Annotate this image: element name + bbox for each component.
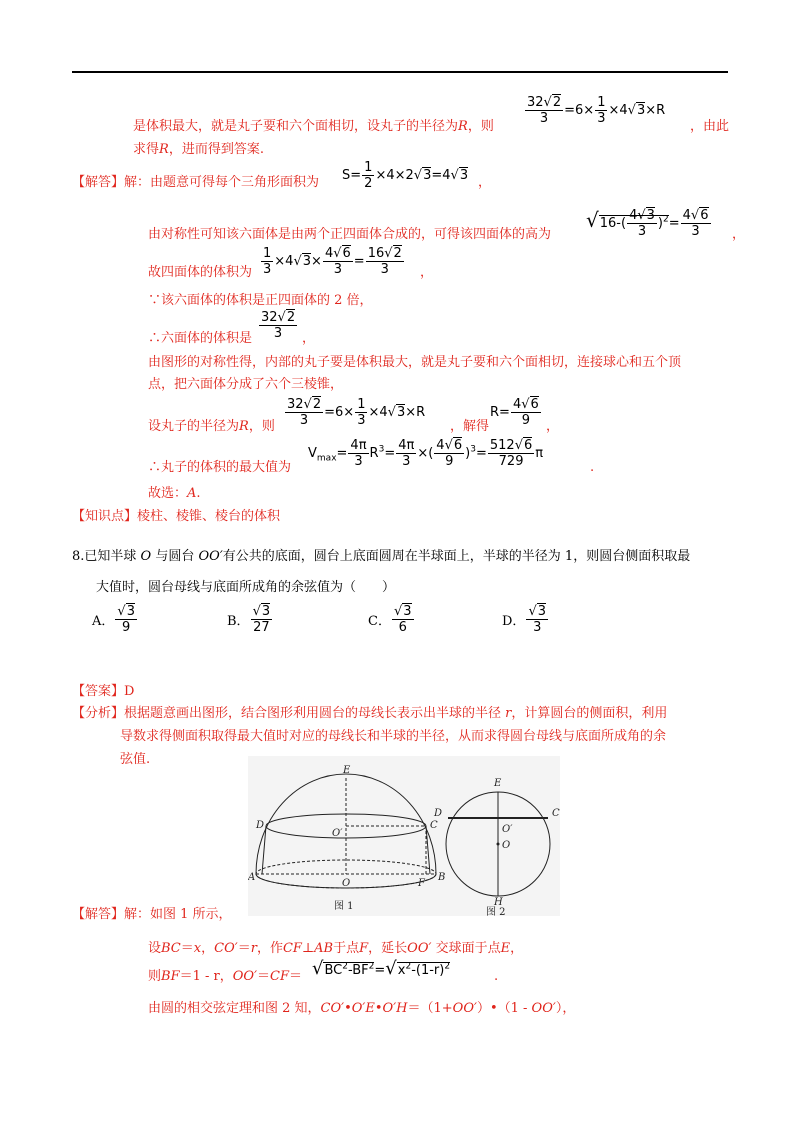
solution-line-4: ∵该六面体的体积是正四面体的 2 倍，: [148, 293, 373, 308]
analysis-2-line-2: 导数求得侧面积取得最大值时对应的母线长和半球的半径，从而求得圆台母线与底面所成角的余: [120, 729, 667, 744]
comma: ，: [302, 331, 316, 346]
comma: ，: [478, 175, 492, 190]
label-o: O: [342, 878, 351, 889]
label-c: C: [430, 820, 438, 831]
knowledge-line: 【知识点】棱柱、棱锥、棱台的体积: [72, 509, 281, 524]
label-o-prime: O′: [332, 828, 343, 839]
solution-line-6a: 由图形的对称性得，内部的丸子要是体积最大，就是丸子要和六个面相切，连接球心和五个顶: [148, 355, 682, 370]
label-e: E: [343, 765, 351, 776]
solution-2-intro: 【解答】解：如图 1 所示，: [72, 907, 232, 922]
analysis-line-1: 是体积最大，就是丸子要和六个面相切，设丸子的半径为R，则: [133, 119, 494, 134]
caption-fig-1: 图 1: [334, 901, 354, 912]
analysis-2-line-3: 弦值.: [120, 752, 151, 767]
solution-line-8: ∴丸子的体积的最大值为: [148, 460, 292, 475]
label-a: A: [248, 872, 256, 883]
analysis-line-1-tail: ，由此: [690, 119, 730, 134]
label-o-prime-2: O′: [502, 824, 513, 835]
label-h-2: H: [494, 897, 503, 908]
knowledge-tag: 【知识点】: [72, 509, 138, 524]
formula-hexa-volume: $\frac{32√ 2}{3}$: [258, 310, 298, 341]
solution-line-6b: 点，把六面体分成了六个三棱锥，: [148, 377, 344, 392]
answer-line: [72, 683, 134, 701]
geometry-figure: [248, 756, 560, 916]
caption-fig-2: 图 2: [486, 907, 506, 916]
option-a[interactable]: A． √ $\frac{3}{9}$: [92, 604, 138, 635]
label-f: F: [418, 878, 425, 889]
answer-tag: 【答案】: [72, 684, 125, 699]
header-rule: [72, 71, 728, 73]
label-d-2: D: [434, 808, 443, 819]
label-c-2: C: [552, 808, 560, 819]
formula-radius-eq: $\frac{32√ 2}{3}$ =6× $\frac{1}{3}$ ×4√ 3×R: [284, 397, 425, 428]
period: .: [494, 969, 499, 984]
formula-volume-eq: $\frac{32√ 2}{3}$ =6× $\frac{1}{3}$ ×4√ 3×R: [524, 95, 665, 126]
solution-line-7: 设丸子的半径为R，则: [148, 419, 275, 434]
formula-tetra-volume: $\frac{1}{3}$ ×4√ 3× $\frac{4√ 6}{3}$ = $\frac{16√ 2}{3}$: [260, 246, 405, 277]
label-o-2: O: [502, 840, 511, 851]
solution-line-3: 故四面体的体积为: [148, 265, 253, 280]
formula-cf: $√BC^2-BF^2=√x^2-(1-r)^2$: [312, 958, 451, 979]
question-8-stem-2: 大值时，圆台母线与底面所成角的余弦值为（ ）: [96, 580, 396, 595]
solution-2-tag: 【解答】: [72, 907, 125, 922]
solution-tag: 【解答】: [72, 175, 125, 190]
formula-height: √16-( $\frac{4√ 3}{3}$ )$^2$= $\frac{4√ 6}{3}$: [586, 208, 712, 239]
solution-2-line-3: 由圆的相交弦定理和图 2 知，CO′•O′E•O′H＝（1+OO′）•（1 - OO′），: [148, 1001, 576, 1016]
solution-line-5: ∴六面体的体积是: [148, 331, 253, 346]
label-e-2: E: [494, 778, 502, 789]
solution-line-9: 故选：A.: [148, 486, 201, 501]
answer-value: D: [124, 684, 135, 699]
analysis-2-line-1: 【分析】根据题意画出图形，结合图形利用圆台的母线长表示出半球的半径 r，计算圆台的侧面积，利用: [72, 706, 668, 721]
solution-line-2: 由对称性可知该六面体是由两个正四面体合成的，可得该四面体的高为: [148, 227, 552, 242]
solution-2-line-2: 则BF＝1 - r，OO′＝CF＝: [148, 969, 303, 984]
comma: ，: [546, 419, 560, 434]
solution-line-1: 【解答】解：由题意可得每个三角形面积为: [72, 175, 320, 190]
figure-background: [248, 756, 560, 916]
period: .: [590, 460, 595, 475]
formula-triangle-area: S= $\frac{1}{2}$ ×4×2√ 3=4√ 3: [342, 160, 468, 191]
analysis-tag: 【分析】: [72, 706, 125, 721]
analysis-line-2: 求得R，进而得到答案.: [133, 142, 264, 157]
formula-radius: R= $\frac{4√ 6}{9}$: [490, 397, 542, 428]
solve-text: ，解得: [450, 419, 490, 434]
comma: ，: [732, 227, 746, 242]
option-c[interactable]: C． √ $\frac{3}{6}$: [368, 604, 415, 635]
question-8-stem: 8.已知半球 O 与圆台 OO′有公共的底面，圆台上底面圆周在半球面上，半球的半径为 1，则圆台侧面积取最: [72, 549, 691, 564]
formula-max-volume: $V_{max}=$ $\frac{4\pi}{3}$ $R^3=$ $\frac{4\pi}{3}$ ×( $\frac{4√ 6}{9}$ )$^3$= $\frac{512√ 6}{729}$ π: [308, 438, 543, 469]
label-b: B: [438, 872, 446, 883]
option-d[interactable]: D． √ $\frac{3}{3}$: [502, 604, 549, 635]
option-b[interactable]: B． √ $\frac{3}{27}$: [227, 604, 273, 635]
solution-2-line-1: 设BC＝x，CO′＝r，作CF⊥AB于点F，延长OO′ 交球面于点E，: [148, 941, 524, 956]
comma: ，: [420, 265, 434, 280]
label-d: D: [256, 820, 265, 831]
center-dot: [497, 843, 500, 846]
